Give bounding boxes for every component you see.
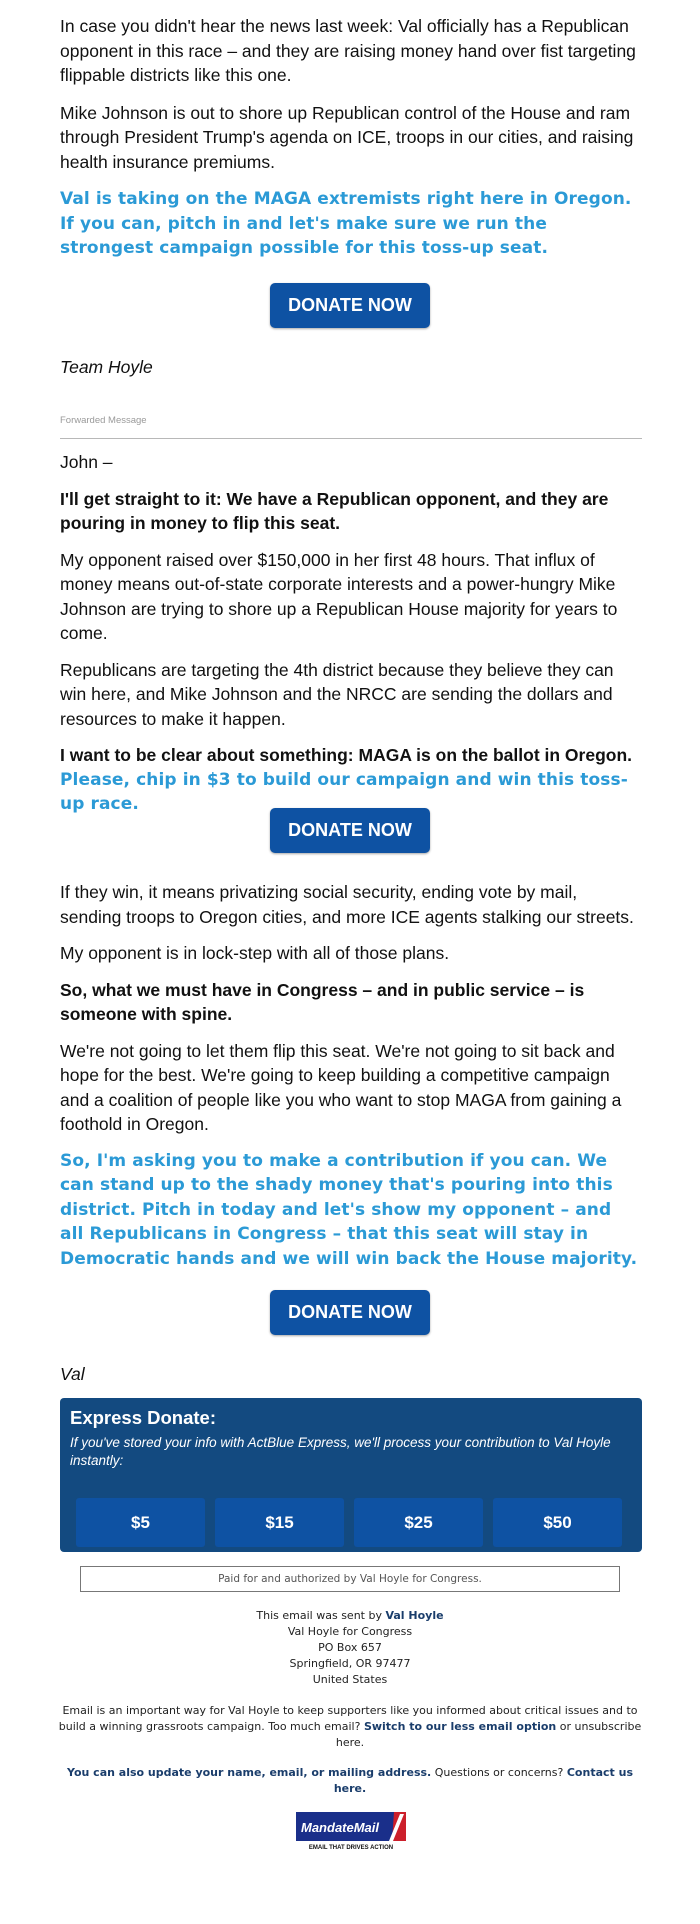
forwarded-message-label: Forwarded Message [60,415,147,426]
letter-lead: I'll get straight to it: We have a Republican opponent, and they are pouring in money to flip this seat. [60,488,609,533]
letter-spine-statement: So, what we must have in Congress – and in public service – is someone with spine. [60,979,585,1024]
donate-now-button-2[interactable]: DONATE NOW [270,808,430,853]
donate-now-button-3[interactable]: DONATE NOW [270,1290,430,1335]
val-signoff: Val [60,1364,85,1384]
footer-update [55,1765,645,1797]
letter-greeting: John – [60,452,113,472]
intro-appeal[interactable]: Val is taking on the MAGA extremists right here in Oregon. If you can, pitch in and let's make sure we run the strongest campaign possible for this toss-up seat. [60,189,632,258]
questions-text: Questions or concerns? [434,1766,564,1779]
letter-bold-statement: I want to be clear about something: MAGA is on the ballot in Oregon. [60,745,633,765]
mandatemail-logo[interactable] [296,1812,406,1852]
mandatemail-logo-graphic [296,1812,406,1852]
donate-amount-25[interactable]: $25 [354,1498,483,1547]
express-donate-panel [60,1398,642,1552]
letter-paragraph-1: My opponent raised over $150,000 in her first 48 hours. That influx of money means out-of-state corporate interests and a power-hungry Mike Johnson are trying to shore up a Republican House majority for years to come. [60,549,618,643]
footer-country: United States [312,1673,388,1686]
contact-link[interactable]: Contact us here. [333,1766,633,1795]
intro-section [60,14,640,261]
logo-name-text: MandateMail [301,1820,380,1835]
update-info-link[interactable]: You can also update your name, email, or mailing address. [67,1766,432,1779]
letter-section [60,450,640,834]
footer-po-box: PO Box 657 [318,1641,382,1654]
team-signoff: Team Hoyle [60,357,153,377]
intro-paragraph-1: In case you didn't hear the news last week: Val officially has a Republican opponent in this race – and they are raising money hand over fist targeting flippable districts like this one. [60,16,636,85]
logo-tagline-text: EMAIL THAT DRIVES ACTION [308,1845,394,1851]
footer-address [55,1608,645,1688]
footer-city: Springfield, OR 97477 [289,1657,411,1670]
footer-org: Val Hoyle for Congress [287,1625,413,1638]
intro-paragraph-2: Mike Johnson is out to shore up Republican control of the House and ram through President Trump's agenda on ICE, troops in our cities, and raising health insurance premiums. [60,102,634,172]
donate-amount-15[interactable]: $15 [215,1498,344,1547]
letter-paragraph-4: My opponent is in lock-step with all of those plans. [60,943,450,963]
footer-info [55,1703,645,1751]
letter-appeal-2[interactable]: So, I'm asking you to make a contribution if you can. We can stand up to the shady money that's pouring into this district. Pitch in today and let's show my opponent – and all Republicans in Congress – that this seat will stay in Democratic hands and we will win back the House majority. [60,1150,638,1269]
letter-paragraph-2: Republicans are targeting the 4th district because they believe they can win here, and Mike Johnson and the NRCC are sending the dollars and resources to make it happen. [60,659,614,729]
footer-info-text: Email is an important way for Val Hoyle to keep supporters like you informed about critical issues and to build a winning grassroots campaign. Too much email? [58,1704,638,1733]
unsubscribe-link[interactable]: unsubscribe here. [335,1720,642,1749]
donate-amount-50[interactable]: $50 [493,1498,622,1547]
donate-now-button[interactable]: DONATE NOW [270,283,430,328]
letter-section-2 [60,880,640,1288]
sender-name-link[interactable]: Val Hoyle [385,1609,444,1622]
forwarded-divider [60,438,642,439]
sent-by-text: This email was sent by [256,1609,382,1622]
footer-or-text: or [559,1720,572,1733]
express-donate-title: Express Donate: [70,1407,216,1428]
letter-paragraph-3: If they win, it means privatizing social security, ending vote by mail, sending troops to Oregon cities, and more ICE agents stalking our streets. [60,882,634,927]
paid-for-disclaimer: Paid for and authorized by Val Hoyle for Congress. [80,1566,620,1592]
letter-appeal-1[interactable]: Please, chip in $3 to build our campaign and win this toss-up race. [60,769,628,814]
letter-paragraph-5: We're not going to let them flip this seat. We're not going to sit back and hope for the best. We're going to keep building a competitive campaign and a coalition of people like you who want to stop MAGA from gaining a foothold in Oregon. [60,1040,622,1134]
donate-amount-5[interactable]: $5 [76,1498,205,1547]
express-donate-description: If you've stored your info with ActBlue Express, we'll process your contribution to Val Hoyle instantly: [70,1435,611,1468]
less-email-link[interactable]: Switch to our less email option [363,1720,557,1733]
